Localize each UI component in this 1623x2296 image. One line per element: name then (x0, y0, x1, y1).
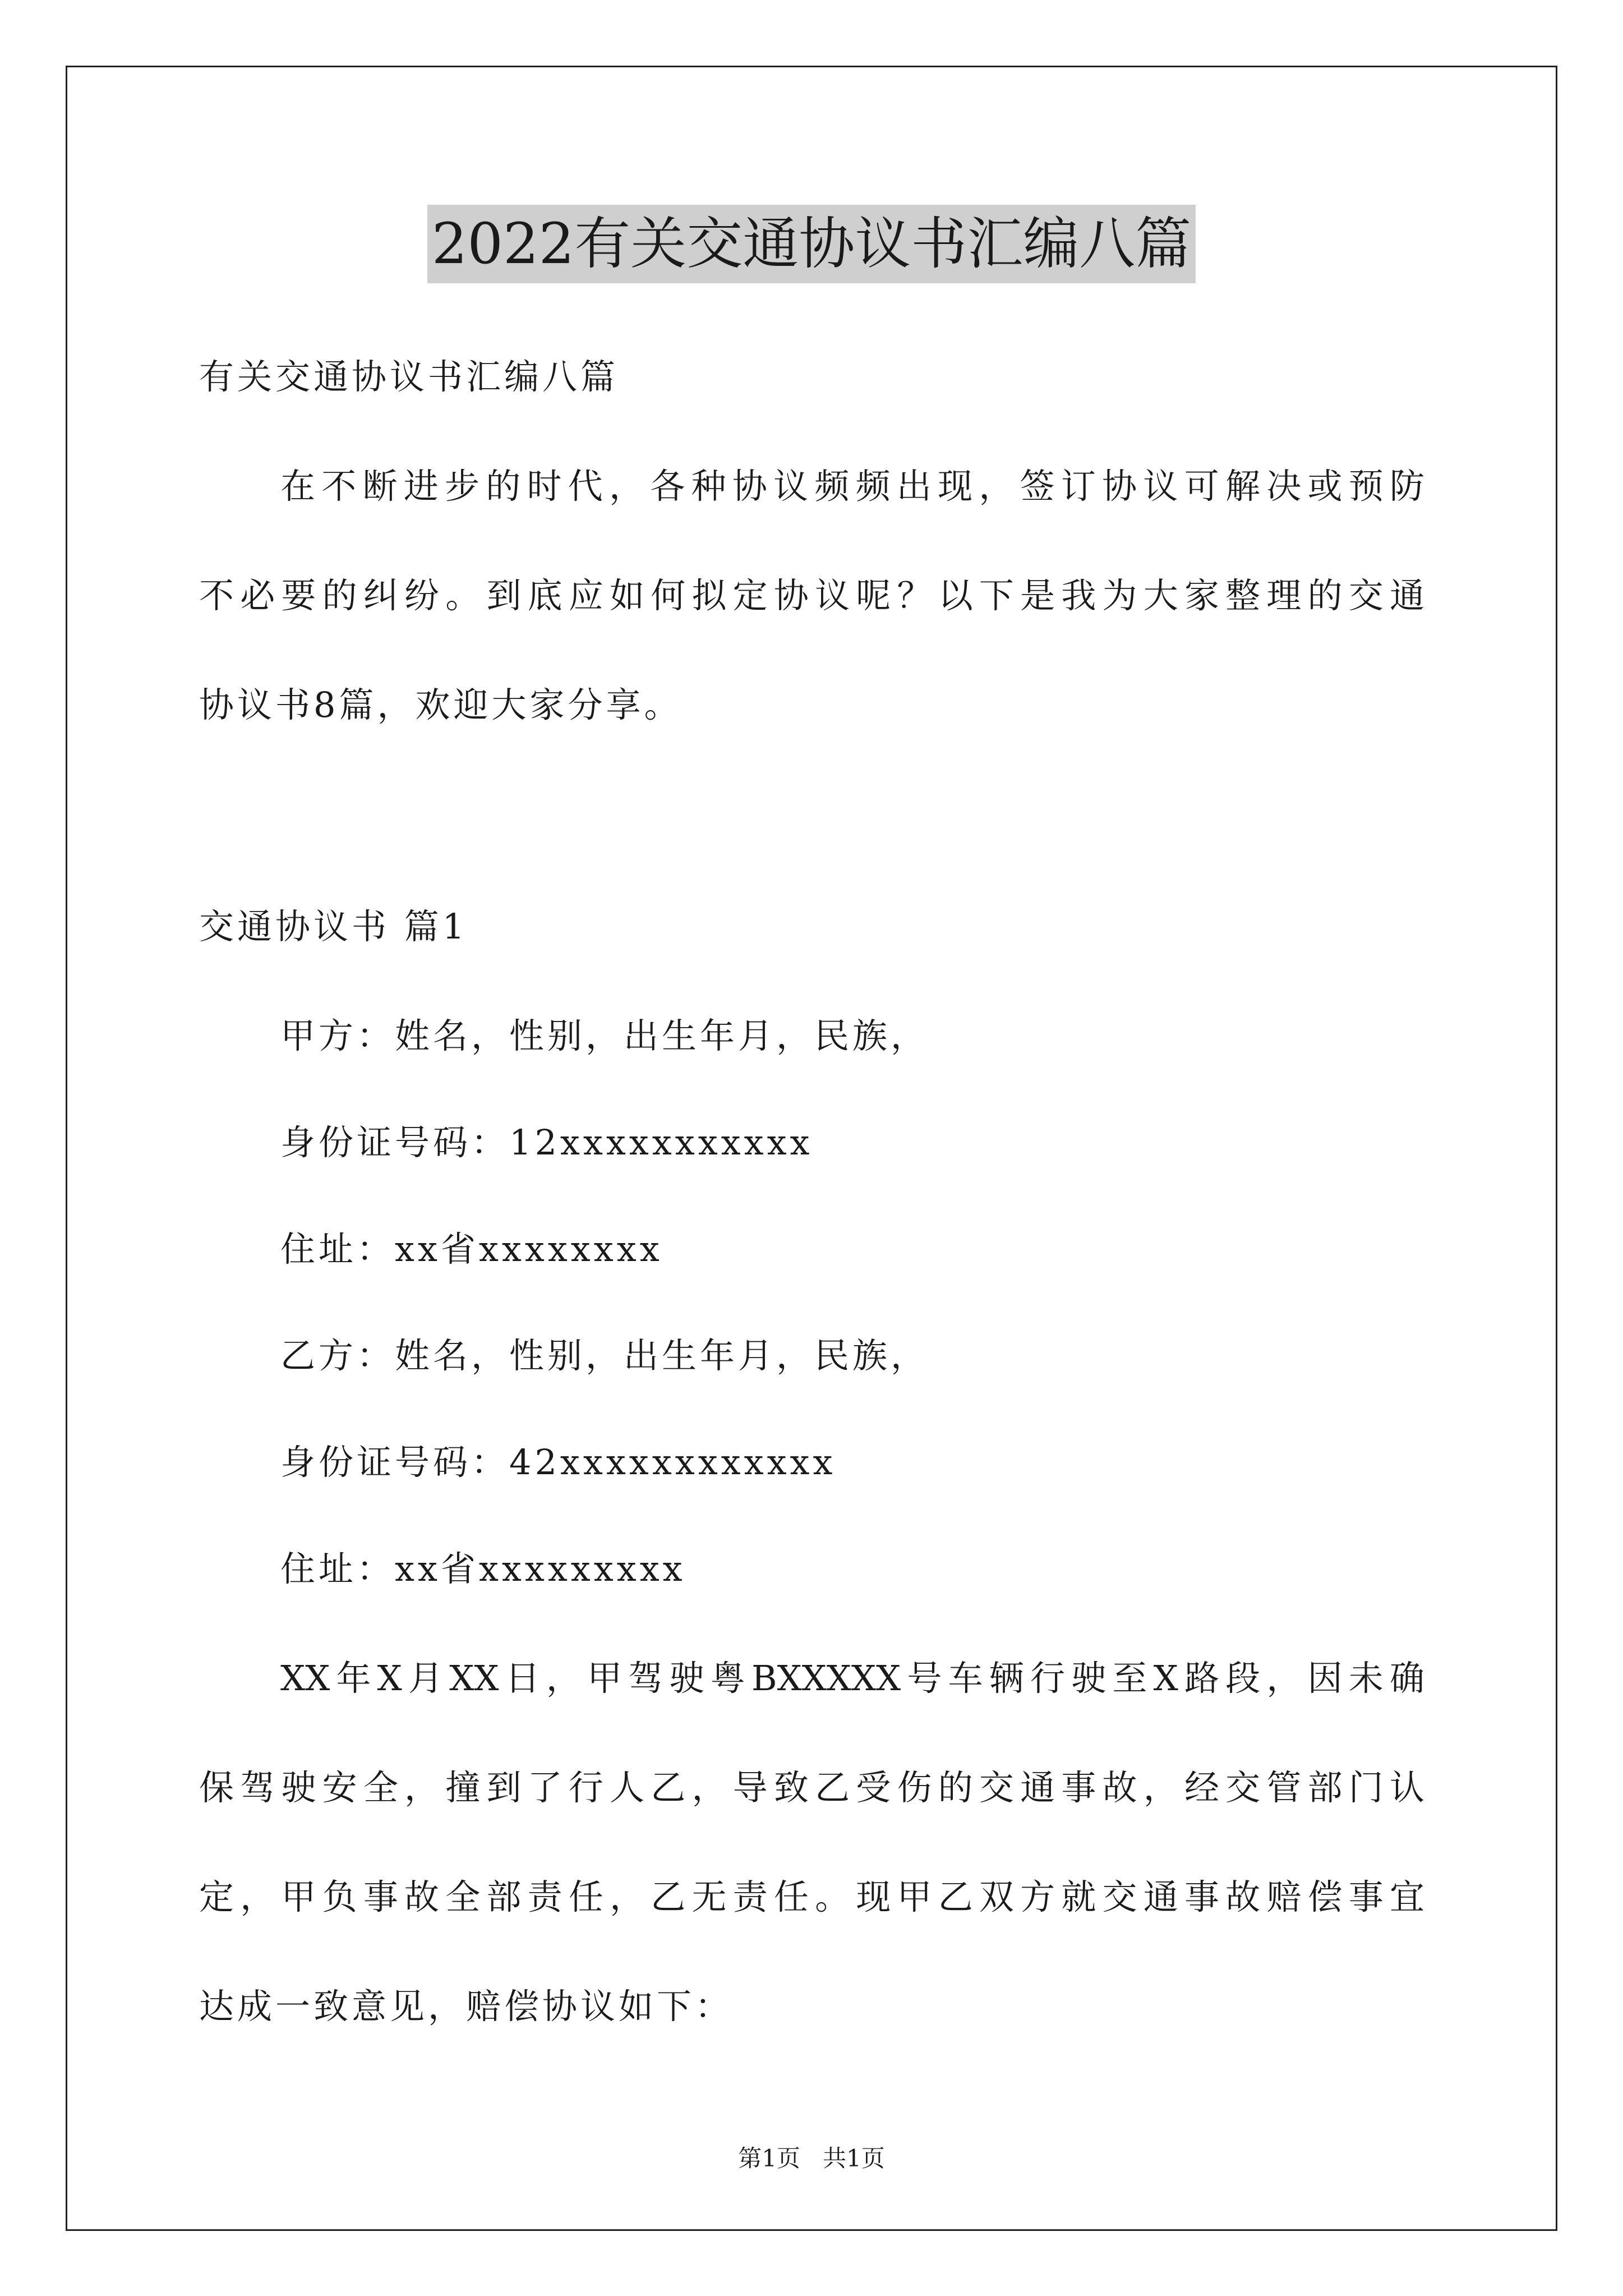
page-footer (0, 2143, 1623, 2174)
page-number: 第1页 (738, 2145, 800, 2172)
subtitle: 有关交通协议书汇编八篇 (199, 356, 619, 397)
intro-line-1: 在不断进步的时代，各种协议频频出现，签订协议可解决或预防 (280, 466, 1424, 507)
party-a-info: 甲方：姓名，性别，出生年月，民族， (280, 1015, 929, 1056)
section-heading: 交通协议书 篇1 (199, 906, 468, 947)
document-title: 2022有关交通协议书汇编八篇 (427, 205, 1196, 283)
page-total: 共1页 (823, 2145, 885, 2172)
party-b-id: 身份证号码：42xxxxxxxxxxxx (280, 1442, 836, 1483)
intro-line-3: 协议书8篇，欢迎大家分享。 (199, 684, 683, 725)
party-b-address: 住址：xx省xxxxxxxxx (280, 1548, 686, 1589)
body-line-1: XX年X月XX日，甲驾驶粤BXXXXX号车辆行驶至X路段，因未确 (280, 1658, 1424, 1699)
title-container (0, 205, 1623, 283)
party-b-info: 乙方：姓名，性别，出生年月，民族， (280, 1335, 929, 1376)
intro-line-2: 不必要的纠纷。到底应如何拟定协议呢？以下是我为大家整理的交通 (199, 575, 1424, 616)
body-line-2: 保驾驶安全，撞到了行人乙，导致乙受伤的交通事故，经交管部门认 (199, 1767, 1424, 1808)
body-line-4: 达成一致意见，赔偿协议如下： (199, 1986, 734, 2027)
party-a-id: 身份证号码：12xxxxxxxxxxx (280, 1122, 813, 1163)
body-line-3: 定，甲负事故全部责任，乙无责任。现甲乙双方就交通事故赔偿事宜 (199, 1876, 1424, 1917)
party-a-address: 住址：xx省xxxxxxxx (280, 1228, 663, 1269)
